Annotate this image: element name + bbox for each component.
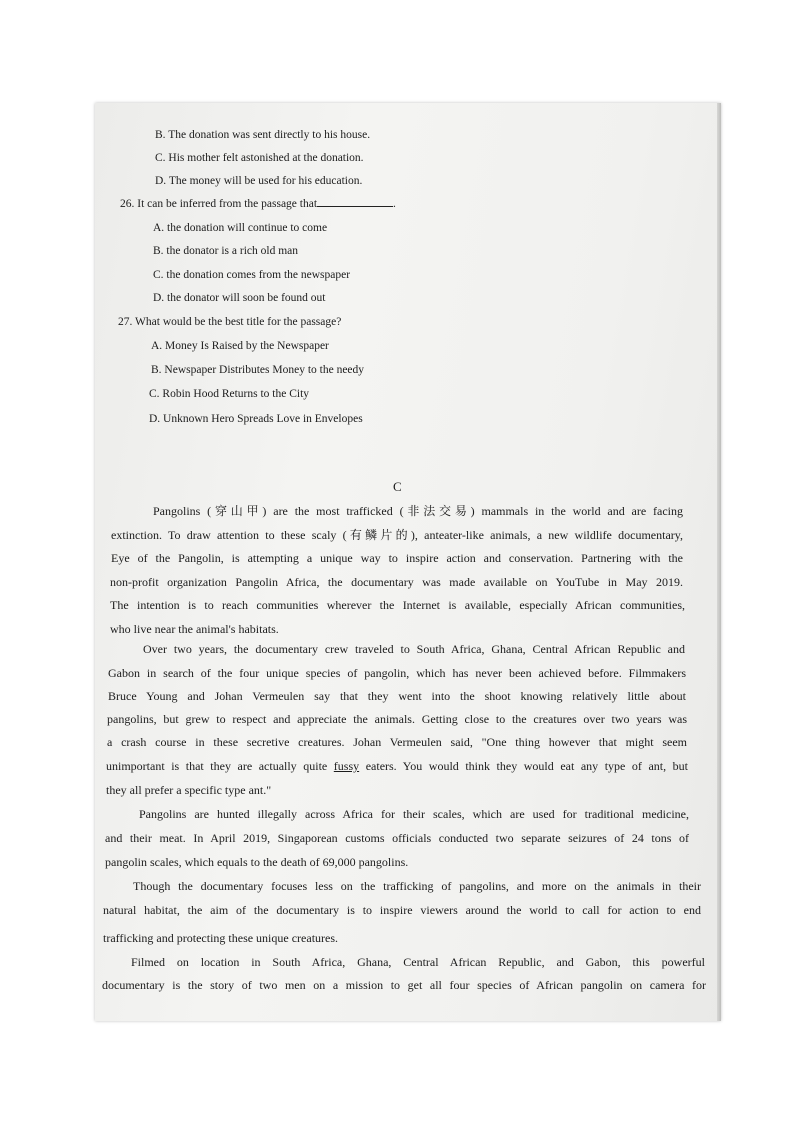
- passage-line: non-profit organization Pangolin Africa, the documentary was made available on YouTube in May 2019.: [110, 575, 683, 589]
- option-25-c: C. His mother felt astonished at the donation.: [155, 152, 364, 164]
- option-26-d: D. the donator will soon be found out: [153, 292, 326, 304]
- option-26-a: A. the donation will continue to come: [153, 222, 328, 234]
- option-26-b: B. the donator is a rich old man: [153, 245, 298, 257]
- passage-line: a crash course in these secretive creatures. Johan Vermeulen said, "One thing however that might seem: [107, 735, 687, 749]
- option-25-d: D. The money will be used for his education.: [155, 175, 363, 187]
- underlined-word-fussy: fussy: [333, 759, 360, 773]
- question-27-stem: 27. What would be the best title for the passage?: [118, 316, 342, 328]
- option-27-c: C. Robin Hood Returns to the City: [149, 388, 310, 400]
- option-27-d: D. Unknown Hero Spreads Love in Envelopes: [149, 413, 363, 425]
- option-27-a: A. Money Is Raised by the Newspaper: [151, 340, 329, 352]
- passage-line: documentary is the story of two men on a mission to get all four species of African pangolin on camera for: [102, 978, 706, 992]
- passage-line: extinction. To draw attention to these scaly (有鳞片的), anteater-like animals, a new wildlife documentary,: [111, 528, 683, 542]
- option-25-b: B. The donation was sent directly to his house.: [155, 129, 371, 141]
- passage-line: pangolins, but grew to respect and appreciate the animals. Getting close to the creatures over two years was: [107, 712, 687, 726]
- section-heading: C: [393, 479, 402, 494]
- passage-line-fussy: [106, 759, 688, 773]
- paper-edge-shadow: [717, 103, 721, 1021]
- passage-line: Gabon in search of the four unique species of pangolin, which has never been achieved before. Filmmakers: [108, 666, 686, 680]
- question-26-text: 26. It can be inferred from the passage that: [120, 198, 318, 210]
- passage-line: Filmed on location in South Africa, Ghana, Central African Republic, and Gabon, this powerful: [131, 955, 705, 969]
- passage-line: Pangolins are hunted illegally across Africa for their scales, which are used for traditional medicine,: [139, 807, 689, 821]
- passage-line: and their meat. In April 2019, Singaporean customs officials conducted two separate seizures of 24 tons of: [105, 831, 689, 845]
- passage-text: unimportant is that they are actually quite: [106, 759, 328, 773]
- passage-line: trafficking and protecting these unique creatures.: [103, 931, 339, 945]
- option-26-c: C. the donation comes from the newspaper: [153, 269, 351, 281]
- passage-line: natural habitat, the aim of the documentary is to inspire viewers around the world to call for action to end: [103, 903, 701, 917]
- exam-paper-sheet: [95, 103, 721, 1021]
- question-26-end: .: [393, 198, 396, 210]
- passage-line: they all prefer a specific type ant.": [106, 783, 272, 797]
- question-26-stem: [120, 197, 396, 211]
- passage-line: pangolin scales, which equals to the death of 69,000 pangolins.: [105, 855, 409, 869]
- passage-line: The intention is to reach communities wherever the Internet is available, especially African communities,: [110, 598, 685, 612]
- passage-line: Though the documentary focuses less on the trafficking of pangolins, and more on the animals in their: [133, 879, 701, 893]
- option-27-b: B. Newspaper Distributes Money to the needy: [151, 364, 365, 376]
- passage-line: who live near the animal's habitats.: [110, 622, 279, 636]
- passage-line: Over two years, the documentary crew traveled to South Africa, Ghana, Central African Republic and: [143, 642, 685, 656]
- passage-line: Bruce Young and Johan Vermeulen say that they went into the shoot knowing relatively little about: [108, 689, 686, 703]
- passage-text: eaters. You would think they would eat any type of ant, but: [365, 759, 689, 773]
- passage-line: Eye of the Pangolin, is attempting a unique way to inspire action and conservation. Partnering with the: [111, 551, 683, 565]
- answer-blank: [317, 197, 393, 207]
- passage-line: Pangolins (穿山甲) are the most trafficked (非法交易) mammals in the world and are facing: [153, 504, 683, 518]
